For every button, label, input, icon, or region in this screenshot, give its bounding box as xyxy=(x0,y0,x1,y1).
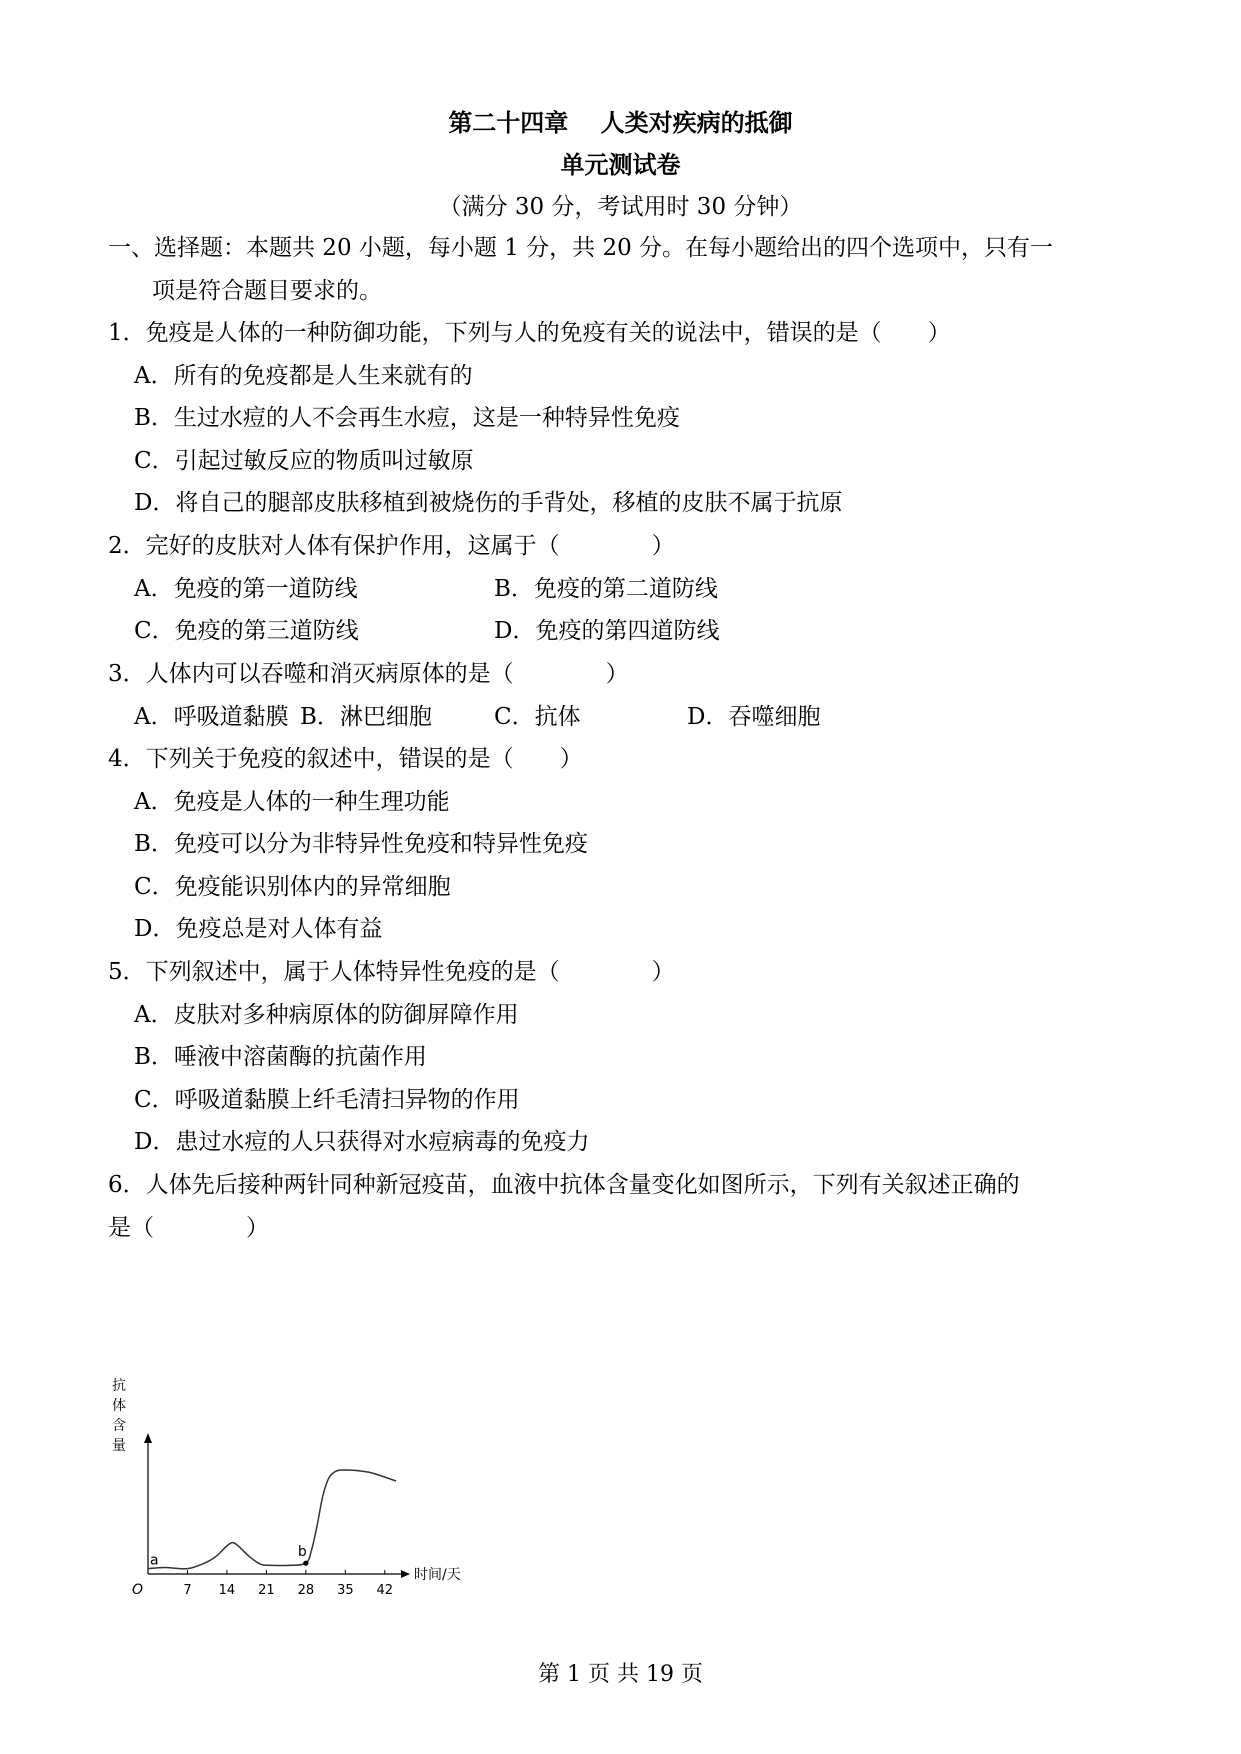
point-a-label: a xyxy=(150,1552,159,1569)
x-tick-label: 21 xyxy=(258,1583,275,1598)
origin-label: O xyxy=(132,1582,144,1598)
question-3-option-c: C．抗体 xyxy=(494,704,581,730)
antibody-chart xyxy=(112,1370,538,1630)
x-tick-label: 14 xyxy=(218,1583,236,1598)
question-5-stem: 5．下列叙述中，属于人体特异性免疫的是（ ） xyxy=(108,959,675,985)
question-3-option-b: B．淋巴细胞 xyxy=(300,704,432,730)
x-axis-arrow xyxy=(401,1570,410,1578)
page-title: 第二十四章 人类对疾病的抵御 xyxy=(448,108,793,137)
question-1-option-d: D．将自己的腿部皮肤移植到被烧伤的手背处，移植的皮肤不属于抗原 xyxy=(134,490,843,516)
x-tick-label: 42 xyxy=(376,1583,394,1598)
question-5-option-a: A．皮肤对多种病原体的防御屏障作用 xyxy=(134,1002,519,1028)
point-b-label: b xyxy=(297,1544,307,1561)
question-3-stem: 3．人体内可以吞噬和消灭病原体的是（ ） xyxy=(108,661,629,687)
question-6-stem-cont: 是（ ） xyxy=(108,1215,269,1241)
question-4-option-a: A．免疫是人体的一种生理功能 xyxy=(134,789,450,815)
question-1-stem: 1．免疫是人体的一种防御功能，下列与人的免疫有关的说法中，错误的是（ ） xyxy=(108,320,951,346)
point-b-marker xyxy=(303,1561,308,1566)
page-subtitle: 单元测试卷 xyxy=(560,150,681,179)
question-2-option-c: C．免疫的第三道防线 xyxy=(134,618,359,644)
question-4-option-b: B．免疫可以分为非特异性免疫和特异性免疫 xyxy=(134,831,588,857)
section-heading-cont: 项是符合题目要求的。 xyxy=(152,278,382,304)
question-2-option-b: B．免疫的第二道防线 xyxy=(494,576,718,602)
y-axis-arrow xyxy=(144,1433,152,1443)
question-1-option-c: C．引起过敏反应的物质叫过敏原 xyxy=(134,448,474,474)
question-1-option-b: B．生过水痘的人不会再生水痘，这是一种特异性免疫 xyxy=(134,405,680,431)
question-5-option-d: D．患过水痘的人只获得对水痘病毒的免疫力 xyxy=(134,1129,590,1155)
x-axis-label: 时间/天 xyxy=(414,1567,461,1583)
y-axis-label-char: 抗 xyxy=(112,1378,126,1394)
antibody-curve xyxy=(148,1470,396,1569)
x-tick-label: 7 xyxy=(183,1583,192,1598)
question-4-option-c: C．免疫能识别体内的异常细胞 xyxy=(134,874,451,900)
question-3-option-d: D．吞噬细胞 xyxy=(687,704,821,730)
question-3-option-a: A．呼吸道黏膜 xyxy=(134,704,289,730)
question-5-option-c: C．呼吸道黏膜上纤毛清扫异物的作用 xyxy=(134,1087,520,1113)
exam-note: （满分 30 分，考试用时 30 分钟） xyxy=(438,194,803,220)
y-axis-label-char: 含 xyxy=(112,1418,126,1434)
x-tick-label: 28 xyxy=(297,1583,315,1598)
x-tick-label: 35 xyxy=(337,1583,354,1598)
y-axis-label-char: 体 xyxy=(112,1398,126,1414)
section-heading: 一、选择题：本题共 20 小题，每小题 1 分，共 20 分。在每小题给出的四个选项中，只有一 xyxy=(108,235,1054,261)
page-number: 第 1 页 共 19 页 xyxy=(538,1662,703,1687)
y-axis-label-char: 量 xyxy=(112,1438,126,1454)
question-4-stem: 4．下列关于免疫的叙述中，错误的是（ ） xyxy=(108,746,583,772)
question-2-option-a: A．免疫的第一道防线 xyxy=(134,576,358,602)
question-1-option-a: A．所有的免疫都是人生来就有的 xyxy=(134,363,473,389)
question-5-option-b: B．唾液中溶菌酶的抗菌作用 xyxy=(134,1044,427,1070)
question-2-stem: 2．完好的皮肤对人体有保护作用，这属于（ ） xyxy=(108,533,675,559)
question-4-option-d: D．免疫总是对人体有益 xyxy=(134,916,383,942)
question-6-stem: 6．人体先后接种两针同种新冠疫苗，血液中抗体含量变化如图所示，下列有关叙述正确的 xyxy=(108,1172,1020,1198)
question-2-option-d: D．免疫的第四道防线 xyxy=(494,618,720,644)
